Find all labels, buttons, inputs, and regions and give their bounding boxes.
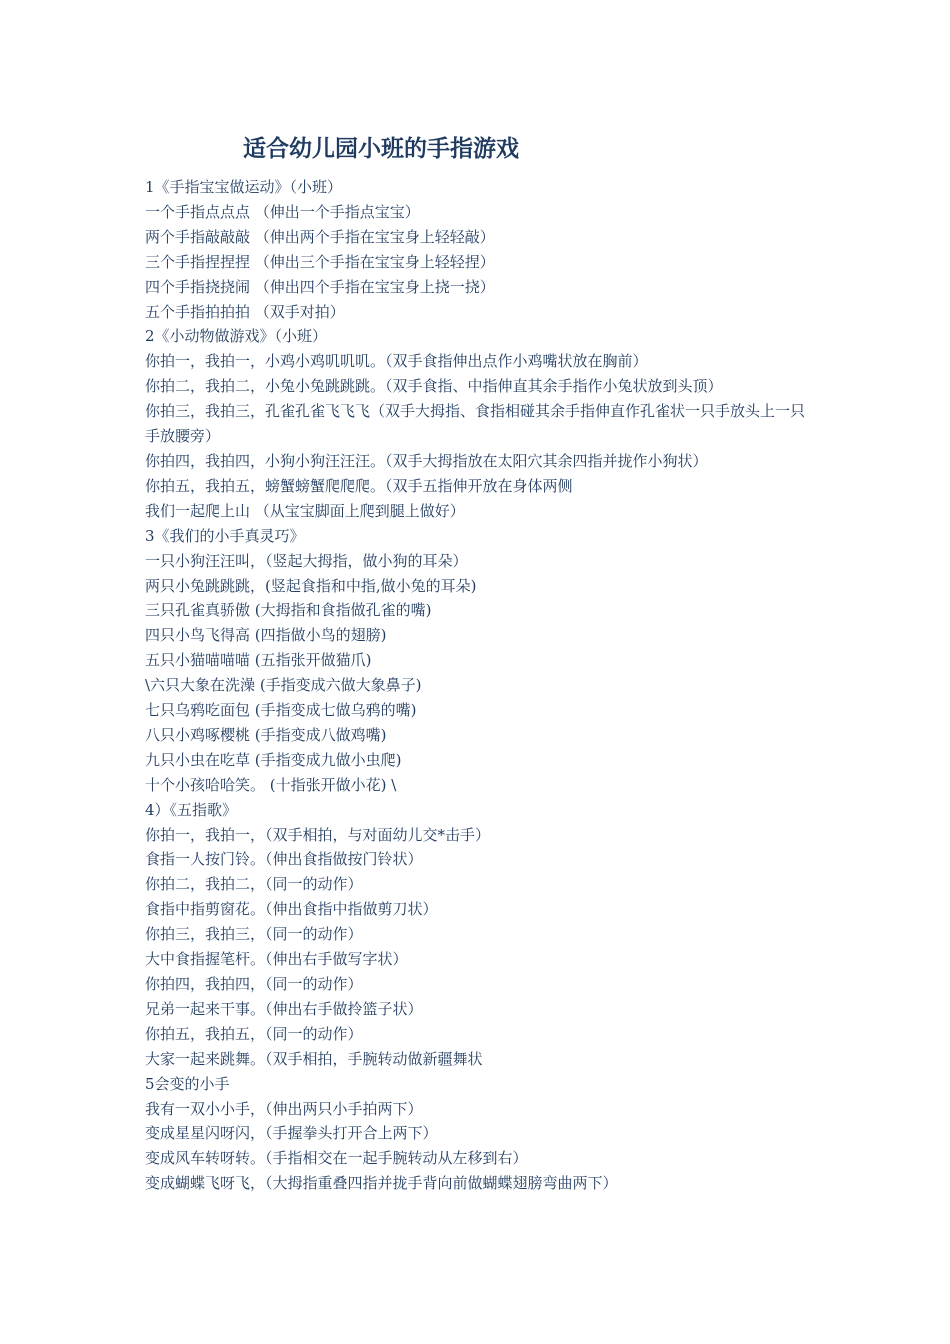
text-line: 八只小鸡啄樱桃 (手指变成八做鸡嘴) xyxy=(145,725,387,744)
text-line: 七只乌鸦吃面包 (手指变成七做乌鸦的嘴) xyxy=(145,701,417,720)
text-line: 你拍五，我拍五，（同一的动作） xyxy=(145,1024,363,1043)
text-line: 你拍四，我拍四，小狗小狗汪汪汪。（双手大拇指放在太阳穴其余四指并拢作小狗状） xyxy=(145,451,708,470)
text-line: 你拍二，我拍二，小兔小兔跳跳跳。（双手食指、中指伸直其余手指作小兔状放到头顶） xyxy=(145,377,723,396)
text-line: 三只孔雀真骄傲 (大拇指和食指做孔雀的嘴) xyxy=(145,601,432,620)
text-line: 5会变的小手 xyxy=(145,1074,230,1093)
text-line: 五只小猫喵喵喵 (五指张开做猫爪) xyxy=(145,651,372,670)
text-line: 两个手指敲敲敲 （伸出两个手指在宝宝身上轻轻敲） xyxy=(145,227,495,246)
document-title: 适合幼儿园小班的手指游戏 xyxy=(243,136,519,162)
text-line: 变成蝴蝶飞呀飞，（大拇指重叠四指并拢手背向前做蝴蝶翅膀弯曲两下） xyxy=(145,1174,618,1193)
text-line: 食指一人按门铃。（伸出食指做按门铃状） xyxy=(145,850,423,869)
text-line: \六只大象在洗澡 (手指变成六做大象鼻子) xyxy=(145,676,422,695)
text-line: 4）《五指歌》 xyxy=(145,800,238,819)
text-line: 2《小动物做游戏》（小班） xyxy=(145,327,328,346)
document-body xyxy=(145,175,815,1196)
text-line: 你拍五，我拍五，螃蟹螃蟹爬爬爬。（双手五指伸开放在身体两侧 xyxy=(145,476,573,495)
text-line: 大中食指握笔杆。（伸出右手做写字状） xyxy=(145,950,408,969)
text-line: 三个手指捏捏捏 （伸出三个手指在宝宝身上轻轻捏） xyxy=(145,252,495,271)
text-line: 你拍三，我拍三，孔雀孔雀飞飞飞（双手大拇指、食指相碰其余手指伸直作孔雀状一只手放头上一只手放腰旁） xyxy=(145,402,806,446)
text-line: 3《我们的小手真灵巧》 xyxy=(145,526,305,545)
text-line: 1《手指宝宝做运动》（小班） xyxy=(145,178,343,196)
text-line: 食指中指剪窗花。（伸出食指中指做剪刀状） xyxy=(145,900,438,919)
text-line: 四个手指挠挠闹 （伸出四个手指在宝宝身上挠一挠） xyxy=(145,277,495,296)
text-line: 我有一双小小手，（伸出两只小手拍两下） xyxy=(145,1099,423,1118)
text-line: 四只小鸟飞得高 (四指做小鸟的翅膀) xyxy=(145,626,387,645)
text-line: 兄弟一起来干事。（伸出右手做拎篮子状） xyxy=(145,999,423,1018)
text-line: 大家一起来跳舞。（双手相拍，手腕转动做新疆舞状 xyxy=(145,1049,483,1068)
text-line: 你拍一，我拍一，（双手相拍，与对面幼儿交*击手） xyxy=(145,825,491,844)
text-line: 我们一起爬上山 （从宝宝脚面上爬到腿上做好） xyxy=(145,501,465,520)
text-line: 变成星星闪呀闪，（手握拳头打开合上两下） xyxy=(145,1124,438,1143)
text-line: 两只小兔跳跳跳，(竖起食指和中指,做小兔的耳朵) xyxy=(145,576,477,595)
text-line: 十个小孩哈哈笑。 (十指张开做小花) \ xyxy=(145,775,397,794)
text-line: 你拍四，我拍四，（同一的动作） xyxy=(145,975,363,993)
text-line: 一只小狗汪汪叫，（竖起大拇指，做小狗的耳朵） xyxy=(145,551,468,570)
text-line: 你拍二，我拍二，（同一的动作） xyxy=(145,875,363,894)
text-line: 一个手指点点点 （伸出一个手指点宝宝） xyxy=(145,202,420,221)
text-line: 你拍三，我拍三，（同一的动作） xyxy=(145,925,363,944)
text-line: 变成风车转呀转。（手指相交在一起手腕转动从左移到右） xyxy=(145,1149,528,1168)
text-line: 九只小虫在吃草 (手指变成九做小虫爬) xyxy=(145,750,402,769)
text-line: 五个手指拍拍拍 （双手对拍） xyxy=(145,302,345,321)
text-line: 你拍一，我拍一，小鸡小鸡叽叽叽。（双手食指伸出点作小鸡嘴状放在胸前） xyxy=(145,352,648,371)
